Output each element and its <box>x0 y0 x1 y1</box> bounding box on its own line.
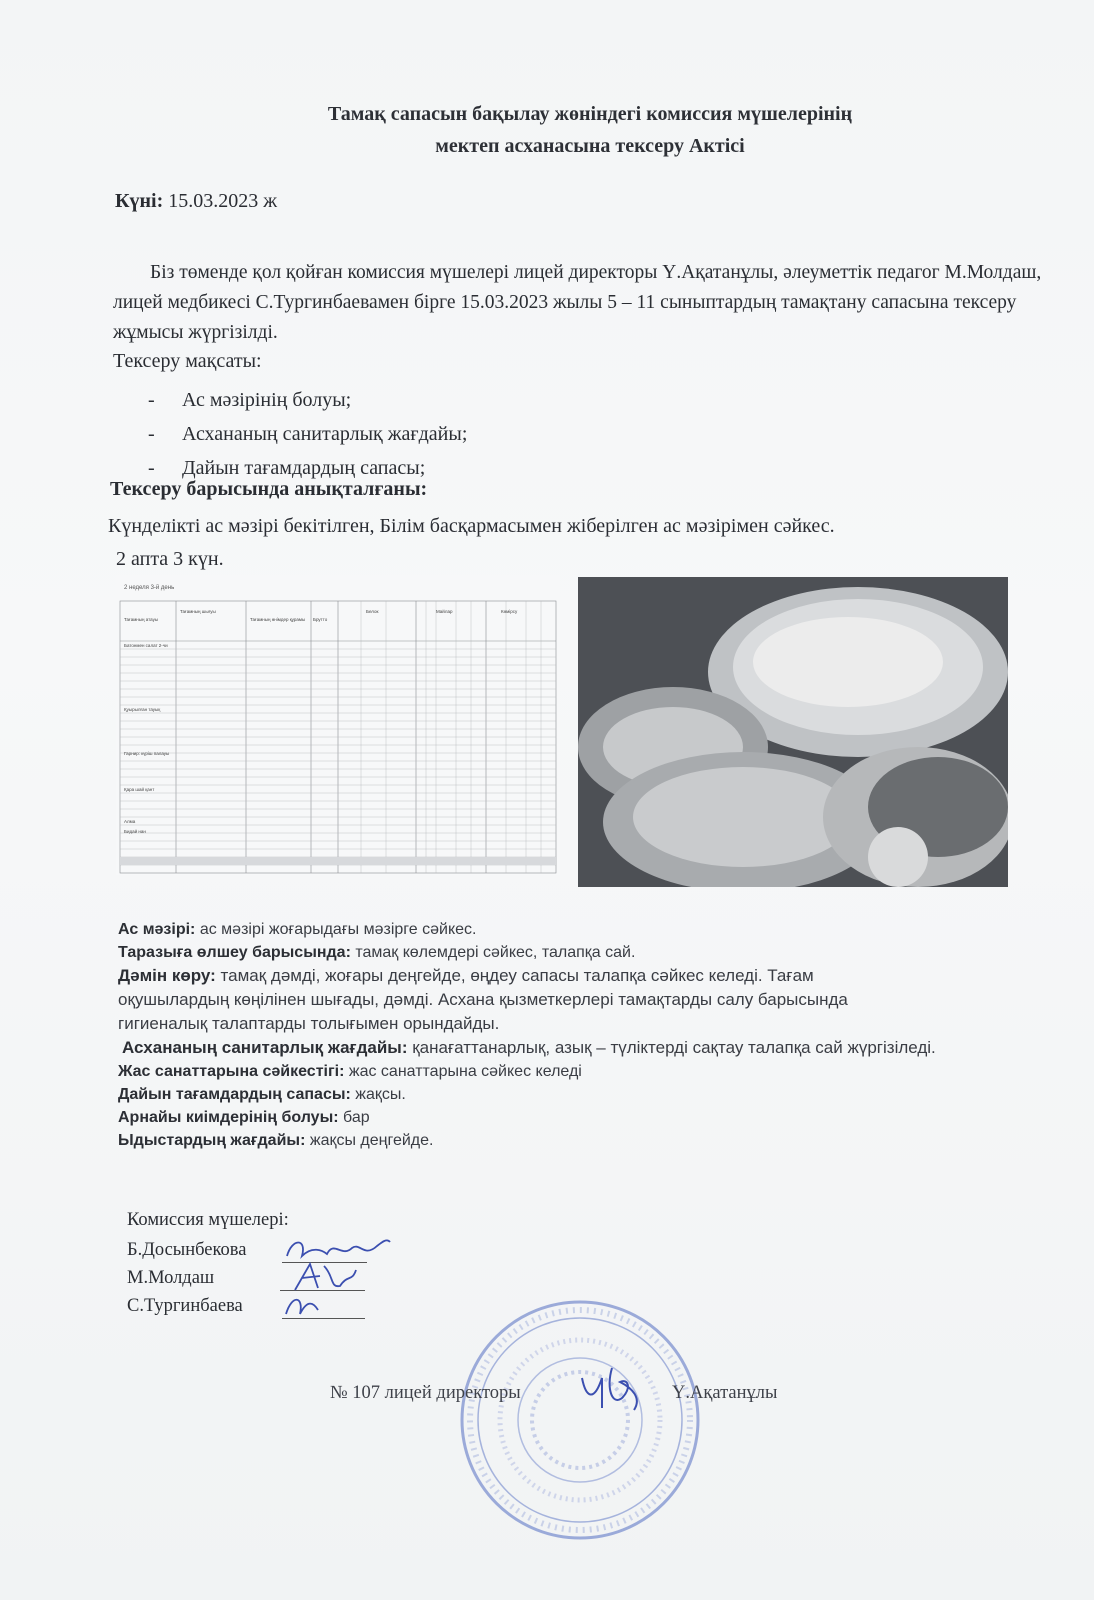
aim-dash: - <box>148 389 155 411</box>
detail-row <box>118 1060 1048 1083</box>
menu-row: Қара шай қант <box>124 787 155 792</box>
menu-row: Батонмен салат 2-чи <box>124 643 168 648</box>
date-value: 15.03.2023 ж <box>168 190 278 212</box>
detail-row <box>118 1106 1048 1129</box>
menu-header: Тағамның атауы <box>124 617 159 622</box>
menu-header: Белок <box>366 609 379 614</box>
aim-text: Асхананың санитарлық жағдайы; <box>182 423 468 445</box>
menu-row: Қуырылған тауық <box>124 707 161 712</box>
detail-row <box>118 1129 1048 1152</box>
aim-item <box>148 383 467 417</box>
detail-label: Жас санаттарына сәйкестігі: <box>118 1063 345 1080</box>
document-title <box>0 98 1094 162</box>
director-name: Ү.Ақатанұлы <box>672 1383 778 1403</box>
detail-label: Ыдыстардың жағдайы: <box>118 1132 306 1149</box>
aim-dash: - <box>148 457 155 479</box>
detail-label: Дәмін көру: <box>118 966 216 985</box>
date-row <box>115 190 277 213</box>
member-name: Б.Досынбекова <box>127 1240 247 1260</box>
title-line-2: мектеп асханасына тексеру Актісі <box>435 135 745 157</box>
detail-text: бар <box>343 1109 370 1126</box>
detail-text: қанағаттанарлық, азық – түліктерді сақтау талапқа сай жүргізіледі. <box>412 1038 936 1057</box>
intro-paragraph: Біз төменде қол қойған комиссия мүшелері лицей директоры Ү.Ақатанұлы, әлеуметтік педагог М.Молдаш, лицей медбикесі С.Тургинбаевамен бірге 15.03.2023 жылы 5 – 11 сыныптардың тамақтану сапасына тексеру жұмысы жүргізілді. <box>113 262 1042 343</box>
member-name: С.Тургинбаева <box>127 1296 243 1316</box>
aims-list <box>148 383 467 485</box>
detail-label: Дайын тағамдардың сапасы: <box>118 1086 351 1103</box>
detail-row <box>118 941 1048 964</box>
director-prefix: № 107 лицей директоры <box>330 1383 521 1403</box>
menu-header: Тағамның шығуы <box>180 609 216 614</box>
signature-icon <box>282 1290 322 1320</box>
findings-details <box>118 918 1048 1152</box>
aim-text: Ас мәзірінің болуы; <box>182 389 352 411</box>
detail-label: Арнайы киімдерінің болуы: <box>118 1109 339 1126</box>
detail-text: тамақ дәмді, жоғары деңгейде, өңдеу сапасы талапқа сәйкес келеді. Тағам оқушылардың көңілінен шығады, дәмді. Асхана қызметкерлері тамақтарды салу барысында гигиеналық талаптарды толығымен орындайды. <box>118 966 848 1033</box>
food-photo <box>578 577 1008 887</box>
aim-dash: - <box>148 423 155 445</box>
aim-item <box>148 417 467 451</box>
menu-table-caption: 2 неделя 3-й день <box>124 585 175 591</box>
findings-label: Тексеру барысында анықталғаны: <box>110 478 428 500</box>
menu-row: Алма <box>124 819 136 824</box>
detail-text: тамақ көлемдері сәйкес, талапқа сай. <box>355 944 636 961</box>
date-label: Күні: <box>115 190 164 212</box>
commission-label: Комиссия мүшелері: <box>127 1210 289 1230</box>
detail-row <box>122 1036 1002 1060</box>
menu-table-image <box>116 575 560 875</box>
title-line-1: Тамақ сапасын бақылау жөніндегі комиссия мүшелерінің <box>327 103 853 125</box>
detail-row <box>118 918 1048 941</box>
detail-text: ас мәзірі жоғарыдағы мәзірге сәйкес. <box>199 921 477 938</box>
detail-label: Таразыға өлшеу барысында: <box>118 944 351 961</box>
detail-row <box>118 1083 1048 1106</box>
detail-text: жақсы деңгейде. <box>309 1132 434 1149</box>
menu-header: Тағамның өнімдер құрамы <box>250 617 306 622</box>
aim-text: Дайын тағамдардың сапасы; <box>182 457 426 479</box>
week-day: 2 апта 3 күн. <box>116 548 224 570</box>
menu-row: Бидай нан <box>124 829 146 834</box>
aim-label: Тексеру мақсаты: <box>113 350 262 372</box>
menu-header: Көмірсу <box>501 609 518 614</box>
findings-text: Күнделікті ас мәзірі бекітілген, Білім басқармасымен жіберілген ас мәзірімен сәйкес. <box>108 515 835 537</box>
director-signature-icon <box>572 1358 652 1418</box>
official-stamp-icon <box>455 1290 705 1550</box>
detail-text: жас санаттарына сәйкес келеді <box>348 1063 582 1080</box>
detail-label: Ас мәзірі: <box>118 921 196 938</box>
detail-label: Асхананың санитарлық жағдайы: <box>122 1038 408 1057</box>
menu-row: Гарнир: күріш палауы <box>124 751 170 756</box>
detail-text: жақсы. <box>355 1086 406 1103</box>
member-name: М.Молдаш <box>127 1268 215 1288</box>
menu-header: Брутто <box>313 617 328 622</box>
detail-row <box>118 964 918 1036</box>
menu-header: Майлар <box>436 609 453 614</box>
